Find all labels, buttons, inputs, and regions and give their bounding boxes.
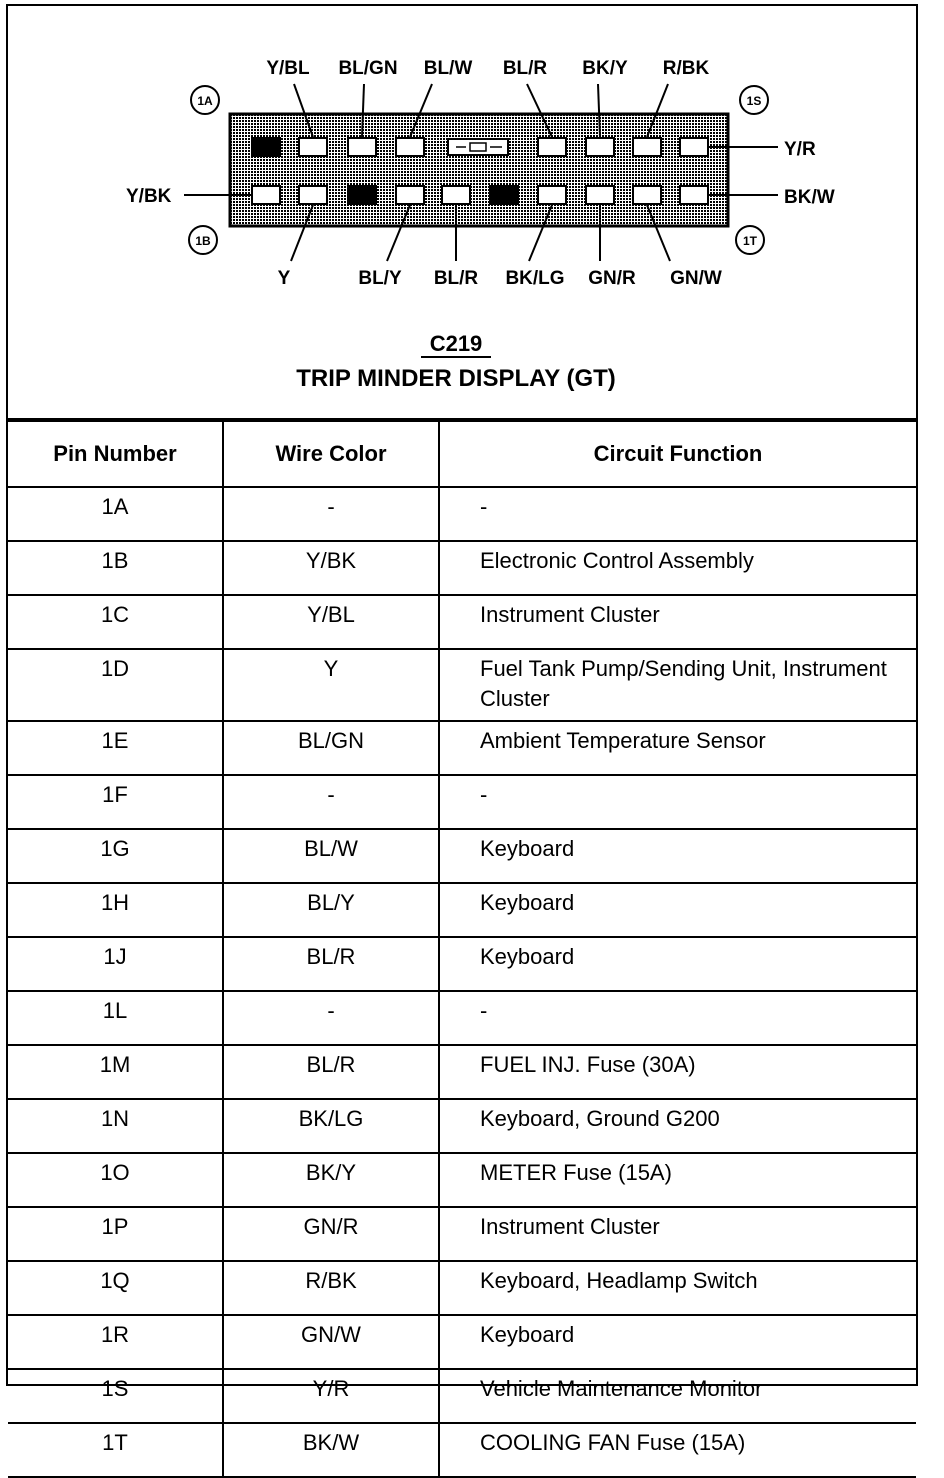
corner-label-1T: 1T	[742, 234, 758, 248]
cavity-1A	[252, 138, 280, 156]
pin-number: 1P	[8, 1207, 223, 1261]
wire-color: BL/W	[223, 829, 439, 883]
pin-table	[8, 420, 916, 1478]
pin-number: 1L	[8, 991, 223, 1045]
circuit-function: Keyboard, Ground G200	[439, 1099, 916, 1153]
cavity-1G	[396, 138, 424, 156]
wire-color: -	[223, 991, 439, 1045]
circuit-function: Instrument Cluster	[439, 595, 916, 649]
table-row	[8, 721, 916, 775]
corner-label-1B: 1B	[195, 234, 211, 248]
pin-number: 1F	[8, 775, 223, 829]
wire-color: R/BK	[223, 1261, 439, 1315]
cavity-1Q	[633, 138, 661, 156]
bottom-wire-label: GN/R	[588, 268, 636, 289]
table-row	[8, 1099, 916, 1153]
circuit-function: Electronic Control Assembly	[439, 541, 916, 595]
connector-body	[230, 114, 728, 226]
cavity-1F	[348, 186, 376, 204]
circuit-function: Keyboard	[439, 937, 916, 991]
cavity-1L	[490, 186, 518, 204]
circuit-function: Keyboard	[439, 829, 916, 883]
connector-diagram	[8, 6, 916, 421]
circuit-function: Instrument Cluster	[439, 1207, 916, 1261]
cavity-1E	[348, 138, 376, 156]
pin-number: 1A	[8, 487, 223, 541]
top-wire-label: BK/Y	[582, 58, 628, 79]
cavity-1M	[442, 186, 470, 204]
top-wire-label: BL/R	[502, 58, 548, 79]
wire-color: BL/R	[223, 1045, 439, 1099]
table-row	[8, 775, 916, 829]
table-row	[8, 1423, 916, 1477]
connector-title: TRIP MINDER DISPLAY (GT)	[296, 365, 616, 392]
table-row	[8, 991, 916, 1045]
wire-color: BK/LG	[223, 1099, 439, 1153]
cavity-1J	[538, 138, 566, 156]
cavity-1D	[299, 186, 327, 204]
connector-svg	[8, 6, 916, 418]
circuit-function: Ambient Temperature Sensor	[439, 721, 916, 775]
bottom-wire-label: Y	[277, 268, 291, 289]
circuit-function: COOLING FAN Fuse (15A)	[439, 1423, 916, 1477]
table-row	[8, 1315, 916, 1369]
left-wire-label: Y/BK	[126, 186, 172, 207]
table-row	[8, 1261, 916, 1315]
table-row	[8, 541, 916, 595]
pin-number: 1J	[8, 937, 223, 991]
pin-number: 1H	[8, 883, 223, 937]
cavity-1T	[680, 186, 708, 204]
top-wire-label: R/BK	[662, 58, 710, 79]
pin-number: 1N	[8, 1099, 223, 1153]
circuit-function: FUEL INJ. Fuse (30A)	[439, 1045, 916, 1099]
wire-color: Y	[223, 649, 439, 721]
wire-color: -	[223, 487, 439, 541]
cavity-1N	[538, 186, 566, 204]
bottom-wire-label: BL/R	[433, 268, 479, 289]
wire-color: Y/BK	[223, 541, 439, 595]
cavity-1H	[396, 186, 424, 204]
pin-number: 1R	[8, 1315, 223, 1369]
circuit-function: Keyboard	[439, 883, 916, 937]
table-row	[8, 883, 916, 937]
bottom-wire-label: GN/W	[670, 268, 722, 289]
pin-number: 1D	[8, 649, 223, 721]
wire-color: Y/BL	[223, 595, 439, 649]
wire-color: -	[223, 775, 439, 829]
wire-color: BK/Y	[223, 1153, 439, 1207]
pin-number: 1M	[8, 1045, 223, 1099]
connector-id: C219	[429, 331, 483, 356]
cavity-1C	[299, 138, 327, 156]
table-row	[8, 829, 916, 883]
circuit-function: Keyboard, Headlamp Switch	[439, 1261, 916, 1315]
right-top-wire-label: Y/R	[784, 139, 816, 160]
header-circuit-function: Circuit Function	[439, 421, 916, 487]
circuit-function: -	[439, 991, 916, 1045]
wire-color: BL/Y	[223, 883, 439, 937]
circuit-function: METER Fuse (15A)	[439, 1153, 916, 1207]
header-pin-number: Pin Number	[8, 421, 223, 487]
pin-number: 1E	[8, 721, 223, 775]
wire-color: BL/R	[223, 937, 439, 991]
circuit-function: -	[439, 775, 916, 829]
right-bottom-wire-label: BK/W	[784, 187, 835, 208]
cavity-1S	[680, 138, 708, 156]
table-row	[8, 649, 916, 721]
table-row	[8, 1153, 916, 1207]
table-row	[8, 1207, 916, 1261]
table-row	[8, 487, 916, 541]
wiring-sheet	[6, 4, 918, 1455]
cavity-1B	[252, 186, 280, 204]
pin-number: 1T	[8, 1423, 223, 1477]
circuit-function: -	[439, 487, 916, 541]
bottom-wire-label: BK/LG	[505, 268, 565, 289]
pin-number: 1C	[8, 595, 223, 649]
table-row	[8, 1369, 916, 1423]
table-row	[8, 1045, 916, 1099]
wire-color: Y/R	[223, 1369, 439, 1423]
circuit-function: Keyboard	[439, 1315, 916, 1369]
header-wire-color: Wire Color	[223, 421, 439, 487]
wire-color: GN/W	[223, 1315, 439, 1369]
circuit-function: Vehicle Maintenance Monitor	[439, 1369, 916, 1423]
table-row	[8, 595, 916, 649]
pin-number: 1B	[8, 541, 223, 595]
pin-number: 1O	[8, 1153, 223, 1207]
pin-number: 1Q	[8, 1261, 223, 1315]
circuit-function: Fuel Tank Pump/Sending Unit, Instrument Cluster	[439, 649, 916, 721]
top-wire-label: BL/W	[423, 58, 473, 79]
wire-color: GN/R	[223, 1207, 439, 1261]
cavity-1O	[586, 138, 614, 156]
pin-number: 1S	[8, 1369, 223, 1423]
cavity-1P	[586, 186, 614, 204]
wire-color: BL/GN	[223, 721, 439, 775]
pin-number: 1G	[8, 829, 223, 883]
corner-label-1S: 1S	[746, 94, 762, 108]
wire-color: BK/W	[223, 1423, 439, 1477]
cavity-1R	[633, 186, 661, 204]
top-wire-label: Y/BL	[266, 58, 310, 79]
top-wire-label: BL/GN	[338, 58, 398, 79]
table-header-row	[8, 421, 916, 487]
corner-label-1A: 1A	[197, 94, 213, 108]
bottom-wire-label: BL/Y	[358, 268, 402, 289]
table-row	[8, 937, 916, 991]
